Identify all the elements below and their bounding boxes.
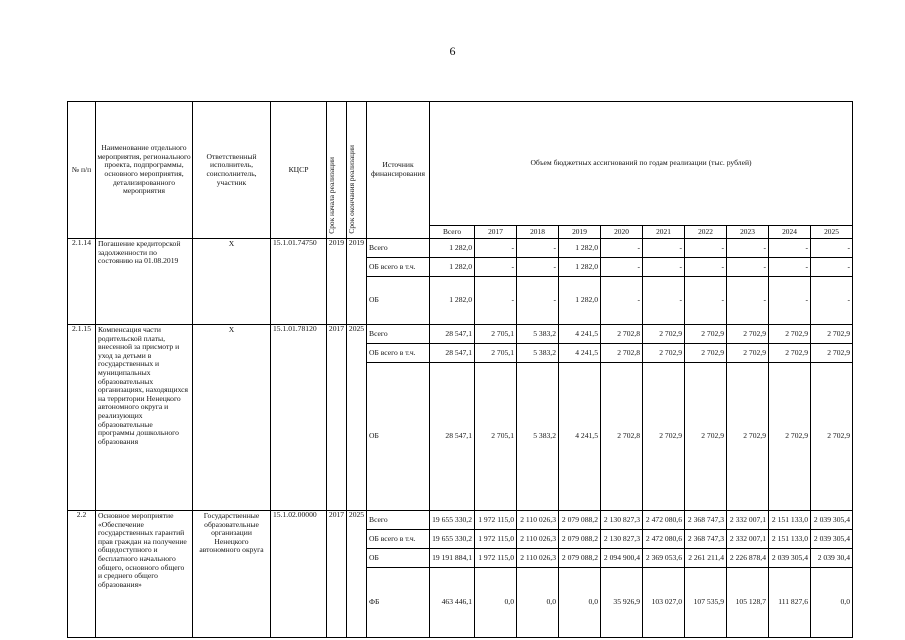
amount-cell: 4 241,5 — [559, 344, 601, 363]
amount-cell: 4 241,5 — [559, 363, 601, 511]
amount-cell: 2 130 827,3 — [601, 530, 643, 549]
amount-cell: 35 926,9 — [601, 568, 643, 638]
amount-cell: 2 702,9 — [685, 344, 727, 363]
amount-cell: 2 039 305,4 — [811, 530, 853, 549]
funding-source: ОБ всего в т.ч. — [367, 258, 430, 277]
funding-source: Всего — [367, 511, 430, 530]
funding-source: ОБ всего в т.ч. — [367, 530, 430, 549]
amount-cell: - — [517, 239, 559, 258]
amount-cell: 2 472 080,6 — [643, 530, 685, 549]
kcsr-code: 15.1.02.00000 — [271, 511, 327, 638]
row-number: 2.2 — [68, 511, 96, 638]
start-year: 2019 — [327, 239, 347, 325]
amount-cell: 105 128,7 — [727, 568, 769, 638]
amount-cell: - — [517, 258, 559, 277]
amount-cell: - — [811, 277, 853, 325]
year-header: 2021 — [643, 226, 685, 239]
amount-cell: - — [517, 277, 559, 325]
amount-cell: 2 472 080,6 — [643, 511, 685, 530]
amount-cell: 0,0 — [475, 568, 517, 638]
amount-cell: 2 702,9 — [727, 344, 769, 363]
col-header-num: № п/п — [68, 102, 96, 239]
year-header: 2018 — [517, 226, 559, 239]
amount-cell: 2 039 30,4 — [811, 549, 853, 568]
amount-cell: 463 446,1 — [430, 568, 475, 638]
amount-cell: 2 261 211,4 — [685, 549, 727, 568]
amount-cell: 2 702,9 — [685, 325, 727, 344]
amount-cell: 2 332 007,1 — [727, 511, 769, 530]
start-year: 2017 — [327, 511, 347, 638]
year-header: 2023 — [727, 226, 769, 239]
funding-source: ОБ всего в т.ч. — [367, 344, 430, 363]
table-row — [68, 511, 853, 530]
amount-cell: 4 241,5 — [559, 325, 601, 344]
amount-cell: 2 110 026,3 — [517, 511, 559, 530]
amount-cell: 2 130 827,3 — [601, 511, 643, 530]
amount-cell: 2 369 053,6 — [643, 549, 685, 568]
amount-cell: 2 110 026,3 — [517, 549, 559, 568]
col-header-start: Срок начала реализации — [327, 157, 336, 234]
amount-cell: 2 702,9 — [811, 344, 853, 363]
amount-cell: - — [769, 277, 811, 325]
budget-table — [67, 101, 853, 638]
page-number: 6 — [449, 44, 456, 58]
amount-cell: - — [727, 277, 769, 325]
amount-cell: 19 655 330,2 — [430, 530, 475, 549]
amount-cell: 2 226 878,4 — [727, 549, 769, 568]
amount-cell: - — [475, 239, 517, 258]
amount-cell: 2 332 007,1 — [727, 530, 769, 549]
amount-cell: - — [601, 239, 643, 258]
amount-cell: 2 039 305,4 — [769, 549, 811, 568]
amount-cell: 1 282,0 — [430, 258, 475, 277]
col-header-end: Срок окончания реализации — [347, 145, 356, 234]
responsible-party: Х — [193, 239, 271, 325]
responsible-party: Х — [193, 325, 271, 511]
amount-cell: - — [643, 277, 685, 325]
amount-cell: 28 547,1 — [430, 325, 475, 344]
year-header: Всего — [430, 226, 475, 239]
amount-cell: 2 702,9 — [643, 344, 685, 363]
amount-cell: 2 110 026,3 — [517, 530, 559, 549]
amount-cell: 1 282,0 — [559, 258, 601, 277]
amount-cell: 103 027,0 — [643, 568, 685, 638]
amount-cell: 28 547,1 — [430, 344, 475, 363]
year-header: 2025 — [811, 226, 853, 239]
amount-cell: 2 705,1 — [475, 363, 517, 511]
amount-cell: 1 972 115,0 — [475, 549, 517, 568]
amount-cell: 1 282,0 — [430, 239, 475, 258]
amount-cell: - — [601, 258, 643, 277]
amount-cell: 2 079 088,2 — [559, 549, 601, 568]
kcsr-code: 15.1.01.74750 — [271, 239, 327, 325]
amount-cell: 1 282,0 — [559, 239, 601, 258]
amount-cell: 2 702,8 — [601, 344, 643, 363]
row-number: 2.1.15 — [68, 325, 96, 511]
end-year: 2025 — [347, 325, 367, 511]
funding-source: ОБ — [367, 549, 430, 568]
amount-cell: - — [811, 239, 853, 258]
amount-cell: 2 368 747,3 — [685, 530, 727, 549]
amount-cell: 2 702,9 — [727, 325, 769, 344]
table-row — [68, 325, 853, 344]
amount-cell: 2 368 747,3 — [685, 511, 727, 530]
amount-cell: 2 702,9 — [769, 325, 811, 344]
amount-cell: 107 535,9 — [685, 568, 727, 638]
kcsr-code: 15.1.01.78120 — [271, 325, 327, 511]
amount-cell: 0,0 — [811, 568, 853, 638]
amount-cell: 19 191 884,1 — [430, 549, 475, 568]
amount-cell: - — [643, 258, 685, 277]
funding-source: ОБ — [367, 277, 430, 325]
amount-cell: 2 702,9 — [643, 363, 685, 511]
amount-cell: 2 702,9 — [727, 363, 769, 511]
end-year: 2019 — [347, 239, 367, 325]
amount-cell: 2 702,9 — [685, 363, 727, 511]
amount-cell: 2 039 305,4 — [811, 511, 853, 530]
col-header-responsible: Ответственный исполнитель, соисполнитель, участник — [193, 102, 271, 239]
row-number: 2.1.14 — [68, 239, 96, 325]
amount-cell: 1 972 115,0 — [475, 511, 517, 530]
amount-cell: 1 282,0 — [559, 277, 601, 325]
year-header: 2019 — [559, 226, 601, 239]
amount-cell: 28 547,1 — [430, 363, 475, 511]
funding-source: Всего — [367, 239, 430, 258]
amount-cell: - — [475, 258, 517, 277]
amount-cell: 2 079 088,2 — [559, 511, 601, 530]
amount-cell: - — [685, 239, 727, 258]
amount-cell: 2 702,9 — [811, 325, 853, 344]
amount-cell: - — [475, 277, 517, 325]
amount-cell: 2 705,1 — [475, 325, 517, 344]
year-header: 2024 — [769, 226, 811, 239]
funding-source: Всего — [367, 325, 430, 344]
amount-cell: 0,0 — [517, 568, 559, 638]
amount-cell: - — [769, 258, 811, 277]
amount-cell: 2 705,1 — [475, 344, 517, 363]
amount-cell: 1 972 115,0 — [475, 530, 517, 549]
responsible-party: Государственные образовательные организации Ненецкого автономного округа — [193, 511, 271, 638]
amount-cell: 5 383,2 — [517, 325, 559, 344]
amount-cell: - — [727, 258, 769, 277]
col-header-volume: Объем бюджетных ассигнований по годам реализации (тыс. рублей) — [430, 102, 853, 226]
amount-cell: 2 151 133,0 — [769, 530, 811, 549]
amount-cell: 2 702,9 — [769, 363, 811, 511]
amount-cell: 0,0 — [559, 568, 601, 638]
amount-cell: - — [769, 239, 811, 258]
year-header: 2022 — [685, 226, 727, 239]
amount-cell: - — [643, 239, 685, 258]
amount-cell: 2 079 088,2 — [559, 530, 601, 549]
amount-cell: 2 702,9 — [769, 344, 811, 363]
amount-cell: 2 702,9 — [811, 363, 853, 511]
funding-source: ОБ — [367, 363, 430, 511]
year-header: 2017 — [475, 226, 517, 239]
amount-cell: - — [685, 258, 727, 277]
start-year: 2017 — [327, 325, 347, 511]
amount-cell: 5 383,2 — [517, 344, 559, 363]
table-row — [68, 239, 853, 258]
col-header-source: Источник финансирования — [367, 102, 430, 239]
amount-cell: - — [685, 277, 727, 325]
year-header: 2020 — [601, 226, 643, 239]
amount-cell: 2 702,8 — [601, 325, 643, 344]
amount-cell: 2 702,8 — [601, 363, 643, 511]
amount-cell: 5 383,2 — [517, 363, 559, 511]
amount-cell: 2 702,9 — [643, 325, 685, 344]
amount-cell: 19 655 330,2 — [430, 511, 475, 530]
amount-cell: - — [601, 277, 643, 325]
amount-cell: 2 151 133,0 — [769, 511, 811, 530]
amount-cell: 111 827,6 — [769, 568, 811, 638]
col-header-name: Наименование отдельного мероприятия, регионального проекта, подпрограммы, основного мероприятия, детализированного мероприятия — [96, 102, 193, 239]
amount-cell: - — [811, 258, 853, 277]
funding-source: ФБ — [367, 568, 430, 638]
activity-name: Погашение кредиторской задолженности по состоянию на 01.08.2019 — [96, 239, 193, 325]
end-year: 2025 — [347, 511, 367, 638]
amount-cell: 1 282,0 — [430, 277, 475, 325]
col-header-kcsr: КЦСР — [271, 102, 327, 239]
activity-name: Основное мероприятие «Обеспечение государственных гарантий прав граждан на получение общедоступного и бесплатного начального общего, основного общего и среднего общего образования» — [96, 511, 193, 638]
amount-cell: 2 094 900,4 — [601, 549, 643, 568]
activity-name: Компенсация части родительской платы, внесенной за присмотр и уход за детьми в государственных и муниципальных образовательных организациях, находящихся на территории Ненецкого автономного округа и реализующих образовательные программы дошкольного образования — [96, 325, 193, 511]
amount-cell: - — [727, 239, 769, 258]
